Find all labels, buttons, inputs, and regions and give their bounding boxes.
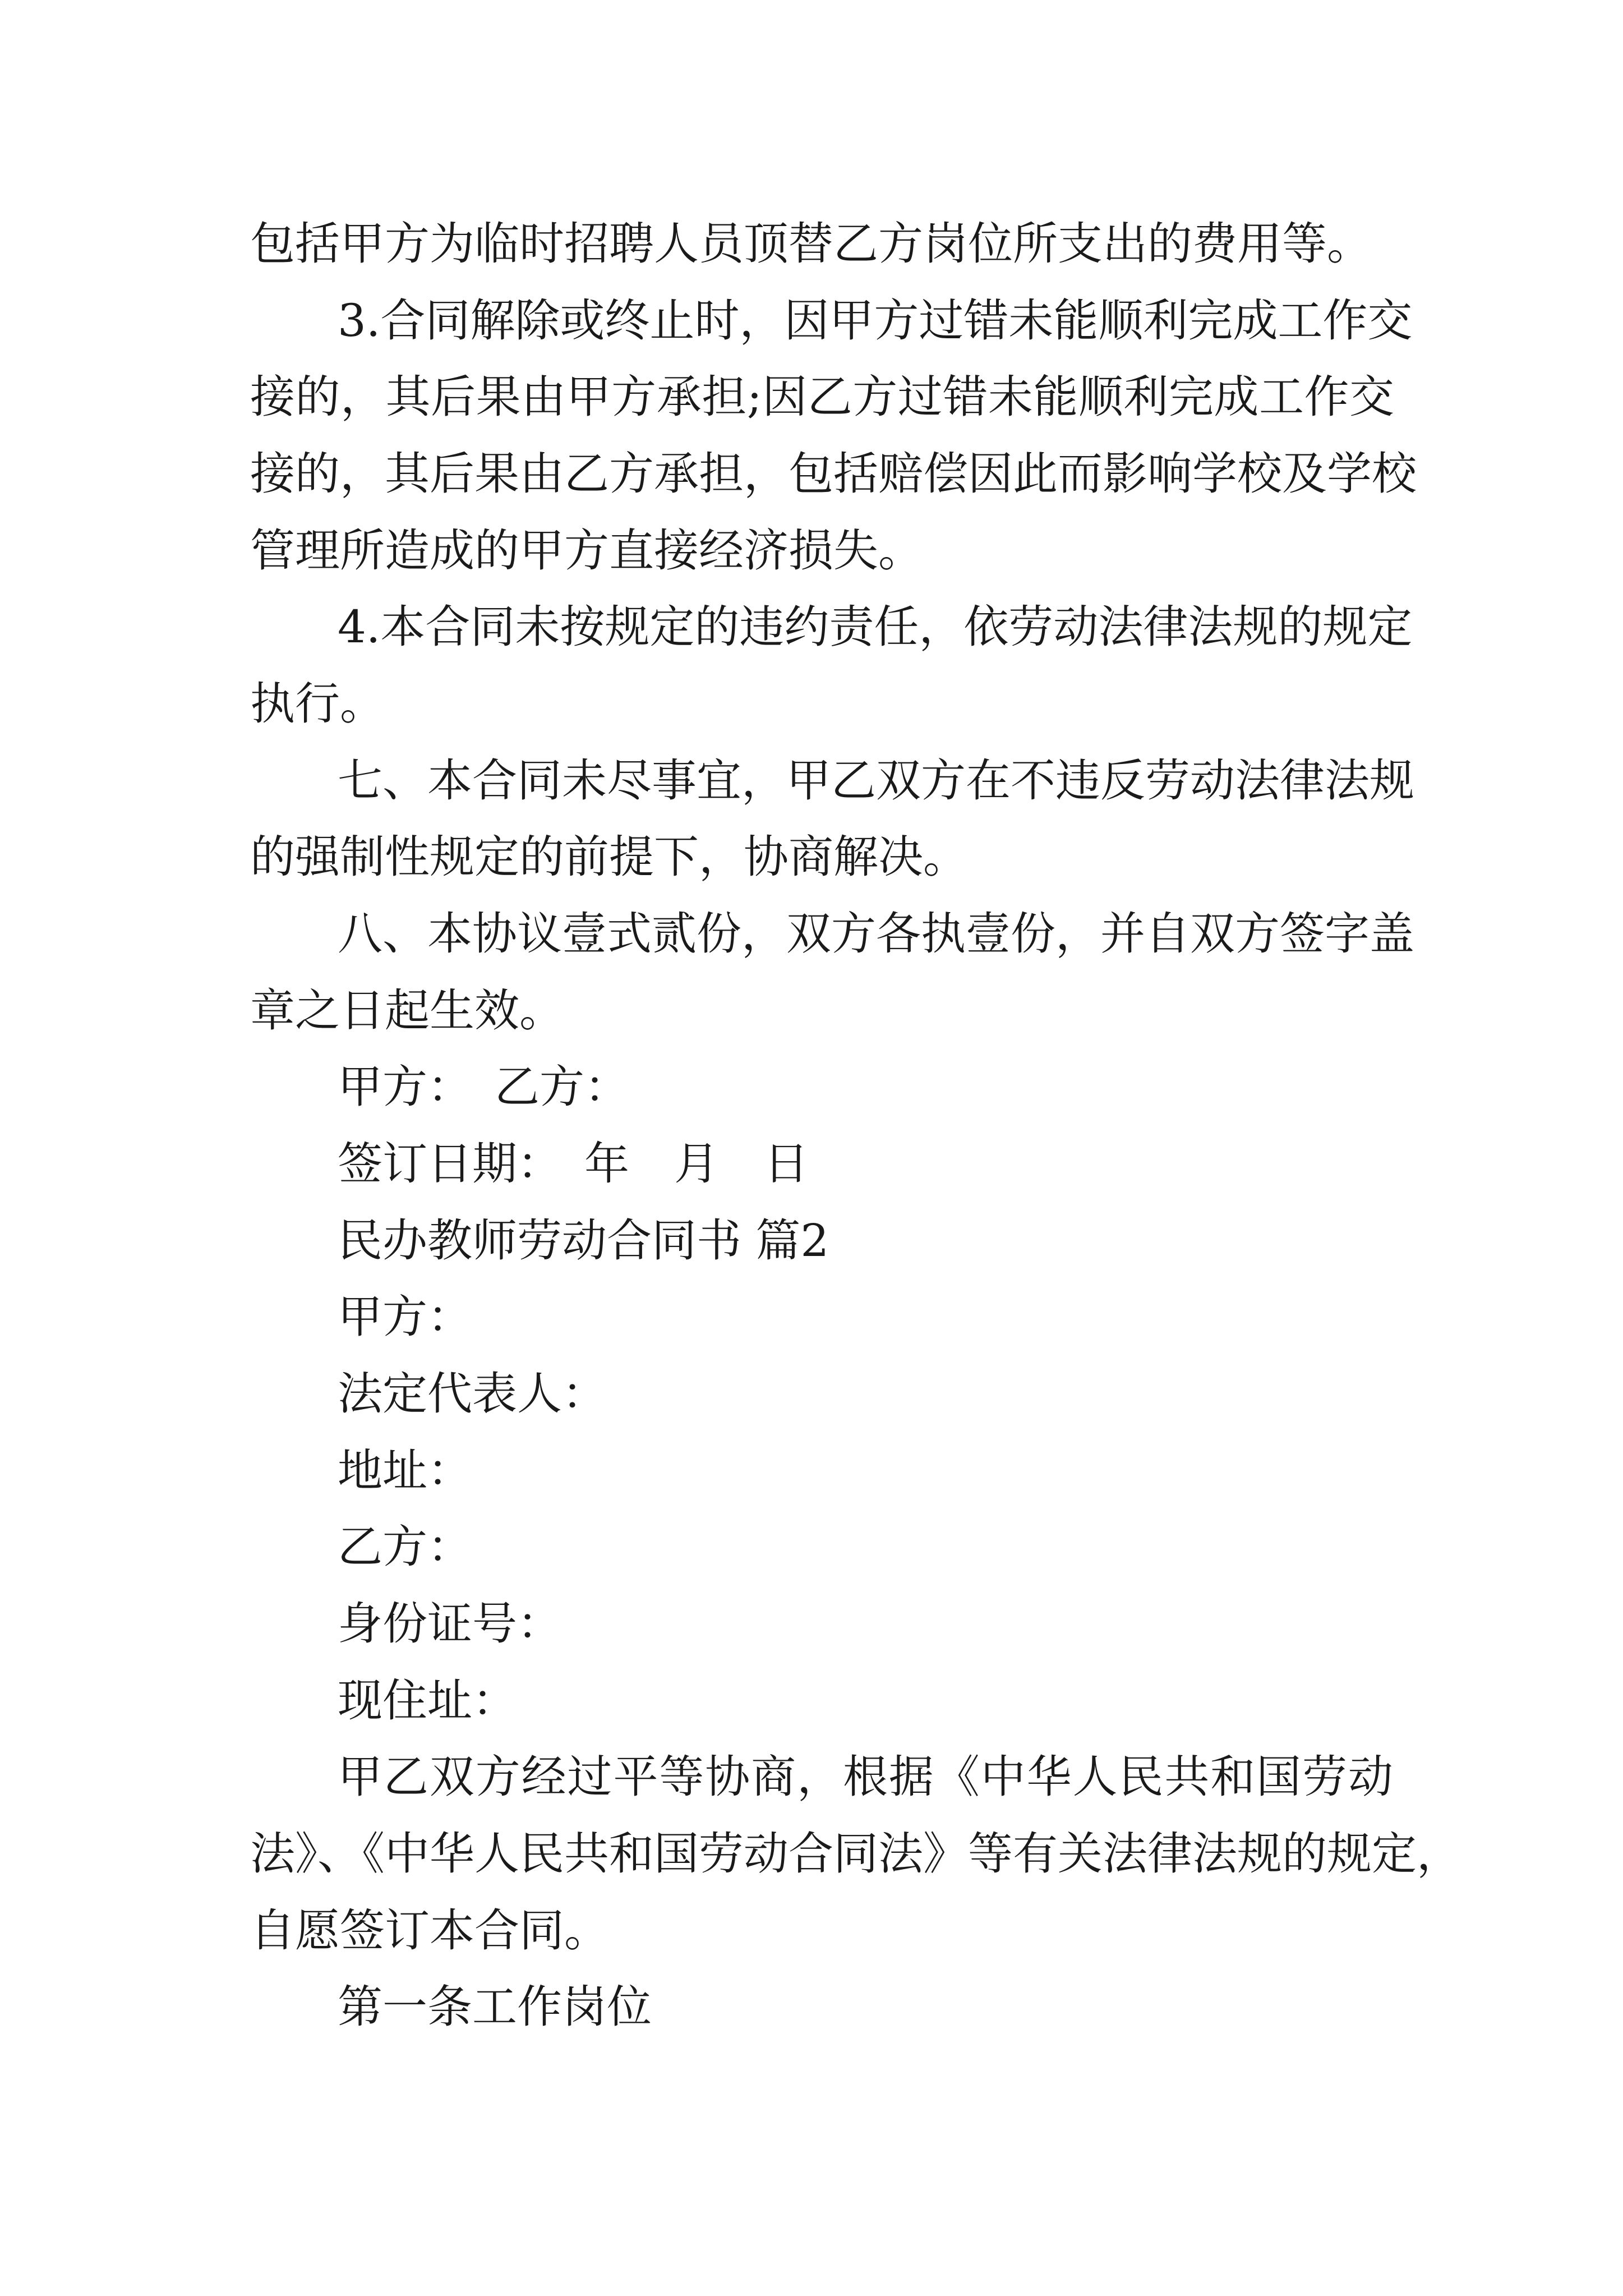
text-line-5: 管理所造成的甲方直接经济损失。 xyxy=(250,524,923,577)
text-line-2: 3.合同解除或终止时，因甲方过错未能顺利完成工作交 xyxy=(338,295,1413,347)
section-heading: 民办教师劳动合同书 篇2 xyxy=(338,1214,829,1267)
text-line-11: 章之日起生效。 xyxy=(250,984,564,1037)
current-address-field: 现住址： xyxy=(338,1674,517,1727)
text-line-23: 自愿签订本合同。 xyxy=(250,1904,609,1957)
id-number-field: 身份证号： xyxy=(338,1598,562,1650)
address-field: 地址： xyxy=(338,1444,472,1497)
article-heading: 第一条工作岗位 xyxy=(338,1981,652,2033)
text-line-21: 甲乙双方经过平等协商，根据《中华人民共和国劳动 xyxy=(338,1751,1393,1803)
text-line-1: 包括甲方为临时招聘人员顶替乙方岗位所支出的费用等。 xyxy=(250,218,1372,270)
text-line-8: 七、本合同未尽事宜，甲乙双方在不违反劳动法律法规 xyxy=(338,754,1414,807)
party-b-field: 乙方： xyxy=(338,1521,472,1573)
signing-date-line: 签订日期： 年 月 日 xyxy=(338,1138,809,1190)
text-line-10: 八、本协议壹式贰份，双方各执壹份，并自双方签字盖 xyxy=(338,908,1414,960)
party-a-field: 甲方： xyxy=(338,1291,472,1343)
legal-representative-field: 法定代表人： xyxy=(338,1368,607,1420)
text-line-3: 接的，其后果由甲方承担;因乙方过错未能顺利完成工作交 xyxy=(250,371,1394,423)
text-line-7: 执行。 xyxy=(250,678,385,730)
signature-party-line: 甲方： 乙方： xyxy=(338,1061,629,1113)
text-line-4: 接的，其后果由乙方承担，包括赔偿因此而影响学校及学校 xyxy=(250,448,1417,500)
text-line-22: 法》、《中华人民共和国劳动合同法》等有关法律法规的规定， xyxy=(250,1828,1461,1880)
text-line-9: 的强制性规定的前提下，协商解决。 xyxy=(250,831,968,883)
text-line-6: 4.本合同未按规定的违约责任，依劳动法律法规的规定 xyxy=(338,601,1413,653)
